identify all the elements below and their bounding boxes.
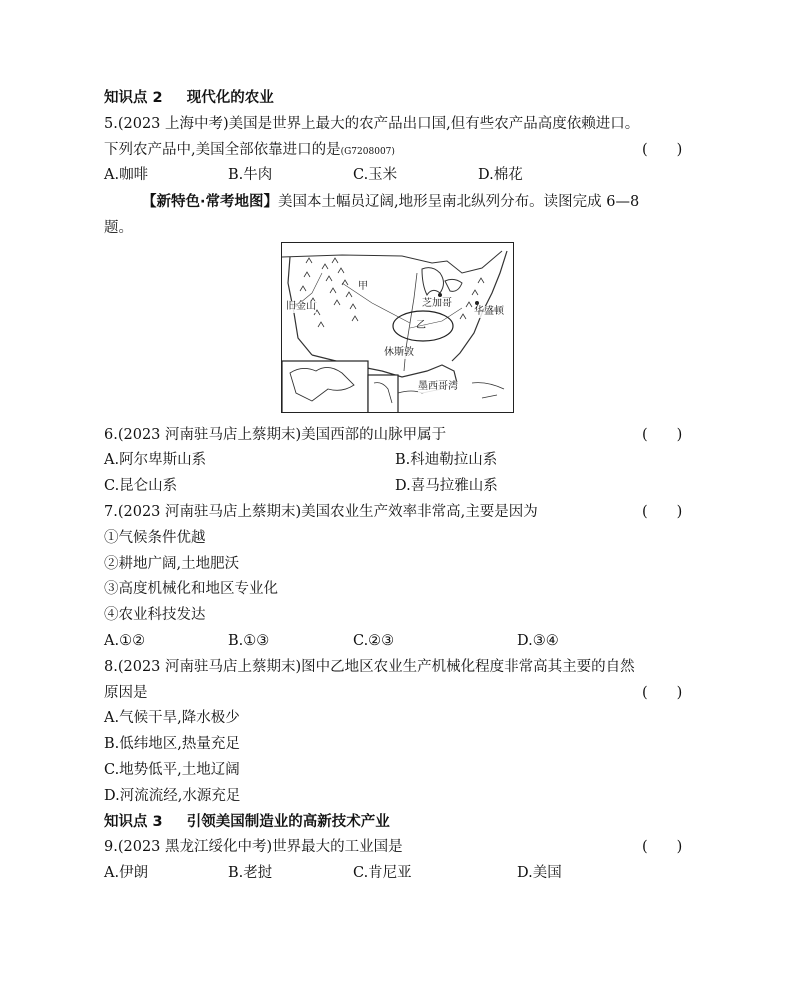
q8-option-d[interactable]: D.河流流经,水源充足 [104,788,241,804]
q5-option-b[interactable]: B.牛肉 [228,167,273,183]
q5-stem-line1: 5.(2023 上海中考)美国是世界上最大的农产品出口国,但有些农产品高度依赖进口。 [104,116,640,132]
q7-stem: 7.(2023 河南驻马店上蔡期末)美国农业生产效率非常高,主要是因为 [104,504,538,520]
q9-option-a[interactable]: A.伊朗 [104,865,149,881]
map-intro-tag: 【新特色·常考地图】 [142,194,279,210]
q9-option-d[interactable]: D.美国 [517,865,562,881]
q9-stem: 9.(2023 黑龙江绥化中考)世界最大的工业国是 [104,839,403,855]
q8-answer-paren[interactable]: ( ) [642,685,683,701]
q6-stem: 6.(2023 河南驻马店上蔡期末)美国西部的山脉甲属于 [104,427,447,443]
q5-option-c[interactable]: C.玉米 [353,167,398,183]
map-label-washington: 华盛顿 [474,306,504,317]
usa-map [281,242,514,413]
q9-option-c[interactable]: C.肯尼亚 [353,865,412,881]
q7-option-c[interactable]: C.②③ [353,633,395,649]
q7-answer-paren[interactable]: ( ) [642,504,683,520]
map-label-houston: 休斯敦 [384,347,414,358]
kp3-label: 知识点 3 [104,814,163,830]
q7-item-1: ①气候条件优越 [104,530,206,546]
q8-option-a[interactable]: A.气候干旱,降水极少 [104,710,240,726]
q6-option-b[interactable]: B.科迪勒拉山系 [395,452,498,468]
kp2-label: 知识点 2 [104,90,163,106]
usa-map-graphic [282,243,514,413]
q8-stem-line2: 原因是 [104,685,148,701]
knowledge-point-3-heading [104,812,390,832]
q5-option-a[interactable]: A.咖啡 [104,167,149,183]
q5-stem-text: 下列农产品中,美国全部依靠进口的是 [104,142,341,158]
q8-option-b[interactable]: B.低纬地区,热量充足 [104,736,240,752]
q9-option-b[interactable]: B.老挝 [228,865,273,881]
map-label-san-francisco: 旧金山 [286,301,316,312]
q7-option-b[interactable]: B.①③ [228,633,270,649]
q7-option-d[interactable]: D.③④ [517,633,559,649]
q7-item-4: ④农业科技发达 [104,607,206,623]
map-intro-line2: 题。 [104,220,133,236]
map-intro-line1 [142,192,639,212]
q7-item-3: ③高度机械化和地区专业化 [104,581,278,597]
q6-option-a[interactable]: A.阿尔卑斯山系 [104,452,207,468]
q6-option-c[interactable]: C.昆仑山系 [104,478,178,494]
knowledge-point-2-heading [104,88,274,108]
q6-answer-paren[interactable]: ( ) [642,427,683,443]
q5-stem-line2 [104,140,395,162]
map-label-jia: 甲 [358,281,368,292]
q7-item-2: ②耕地广阔,土地肥沃 [104,556,240,572]
q9-answer-paren[interactable]: ( ) [642,839,683,855]
map-label-chicago: 芝加哥 [422,298,452,309]
q6-option-d[interactable]: D.喜马拉雅山系 [395,478,498,494]
q8-stem-line1: 8.(2023 河南驻马店上蔡期末)图中乙地区农业生产机械化程度非常高其主要的自然 [104,659,635,675]
q5-code: (G7208007) [340,147,395,157]
kp3-title: 引领美国制造业的高新技术产业 [186,814,390,830]
q5-answer-paren[interactable]: ( ) [642,142,683,158]
map-label-gulf-of-mexico: 墨西哥湾 [418,381,458,392]
map-label-yi: 乙 [416,320,426,331]
q7-option-a[interactable]: A.①② [104,633,146,649]
map-intro-text: 美国本土幅员辽阔,地形呈南北纵列分布。读图完成 6—8 [278,194,640,210]
q5-option-d[interactable]: D.棉花 [478,167,523,183]
kp2-title: 现代化的农业 [186,90,274,106]
q8-option-c[interactable]: C.地势低平,土地辽阔 [104,762,240,778]
